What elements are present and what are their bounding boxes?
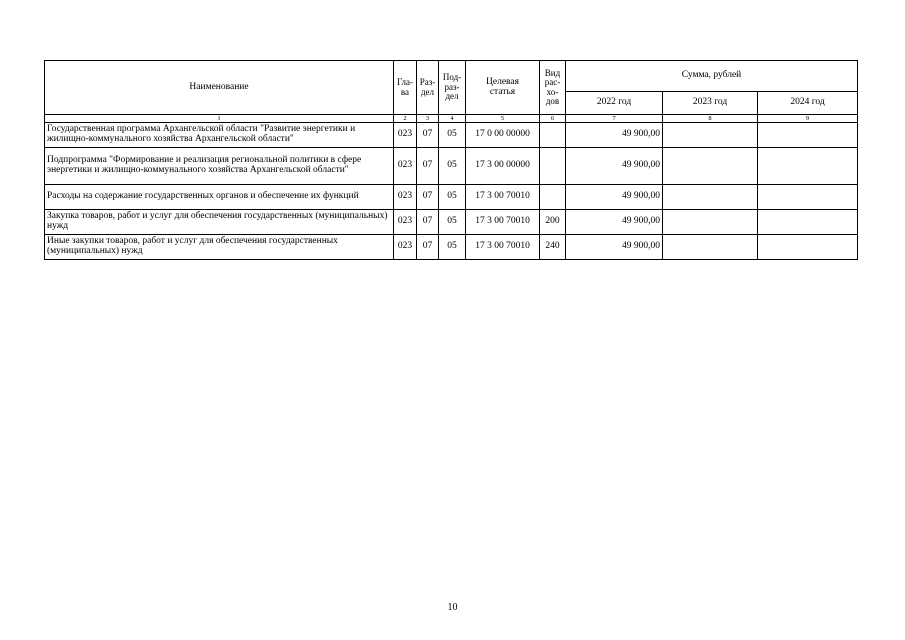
table-row: [45, 210, 858, 235]
row-sum-2022: 49 900,00: [566, 123, 663, 148]
column-number: 3: [417, 115, 439, 123]
column-number: 2: [394, 115, 417, 123]
row-sum-2022: 49 900,00: [566, 235, 663, 260]
header-year-2022: 2022 год: [566, 92, 663, 115]
row-sum-2024: [758, 185, 858, 210]
row-podrazdel: 05: [439, 210, 466, 235]
header-tselevaya: Целевая статья: [466, 61, 540, 115]
row-razdel: 07: [417, 185, 439, 210]
row-razdel: 07: [417, 148, 439, 185]
header-name: Наименование: [45, 61, 394, 115]
row-name: Государственная программа Архангельской области "Развитие энергетики и жилищно-коммунального хозяйства Архангельской области": [45, 123, 394, 148]
row-name: Закупка товаров, работ и услуг для обеспечения государственных (муниципальных) нужд: [45, 210, 394, 235]
row-vid: [540, 148, 566, 185]
row-glava: 023: [394, 235, 417, 260]
row-sum-2023: [663, 185, 758, 210]
row-sum-2023: [663, 210, 758, 235]
row-razdel: 07: [417, 123, 439, 148]
column-numbers-row: [45, 115, 858, 123]
row-sum-2024: [758, 210, 858, 235]
header-year-2023: 2023 год: [663, 92, 758, 115]
header-podrazdel: Под- раз- дел: [439, 61, 466, 115]
table-row: [45, 235, 858, 260]
table-row: [45, 185, 858, 210]
row-razdel: 07: [417, 210, 439, 235]
table-row: [45, 148, 858, 185]
header-glava: Гла- ва: [394, 61, 417, 115]
row-tselevaya: 17 3 00 00000: [466, 148, 540, 185]
row-vid: 240: [540, 235, 566, 260]
row-glava: 023: [394, 185, 417, 210]
column-number: 1: [45, 115, 394, 123]
column-number: 4: [439, 115, 466, 123]
table-row: [45, 123, 858, 148]
row-name: Расходы на содержание государственных органов и обеспечение их функций: [45, 185, 394, 210]
row-name: Иные закупки товаров, работ и услуг для обеспечения государственных (муниципальных) нужд: [45, 235, 394, 260]
column-number: 6: [540, 115, 566, 123]
row-podrazdel: 05: [439, 185, 466, 210]
row-sum-2022: 49 900,00: [566, 148, 663, 185]
row-tselevaya: 17 3 00 70010: [466, 210, 540, 235]
header-row-1: [45, 61, 858, 92]
header-vid: Вид рас- хо- дов: [540, 61, 566, 115]
row-sum-2022: 49 900,00: [566, 185, 663, 210]
row-tselevaya: 17 3 00 70010: [466, 235, 540, 260]
row-razdel: 07: [417, 235, 439, 260]
row-sum-2024: [758, 148, 858, 185]
row-vid: 200: [540, 210, 566, 235]
row-tselevaya: 17 3 00 70010: [466, 185, 540, 210]
row-glava: 023: [394, 148, 417, 185]
header-year-2024: 2024 год: [758, 92, 858, 115]
row-podrazdel: 05: [439, 123, 466, 148]
row-sum-2022: 49 900,00: [566, 210, 663, 235]
row-tselevaya: 17 0 00 00000: [466, 123, 540, 148]
row-sum-2024: [758, 123, 858, 148]
header-summa: Сумма, рублей: [566, 61, 858, 92]
row-vid: [540, 123, 566, 148]
row-sum-2023: [663, 148, 758, 185]
row-sum-2023: [663, 123, 758, 148]
row-glava: 023: [394, 210, 417, 235]
row-name: Подпрограмма "Формирование и реализация региональной политики в сфере энергетики и жилищно-коммунального хозяйства Архангельской области": [45, 148, 394, 185]
row-sum-2024: [758, 235, 858, 260]
column-number: 5: [466, 115, 540, 123]
row-sum-2023: [663, 235, 758, 260]
column-number: 7: [566, 115, 663, 123]
row-podrazdel: 05: [439, 235, 466, 260]
column-number: 9: [758, 115, 858, 123]
column-number: 8: [663, 115, 758, 123]
header-razdel: Раз- дел: [417, 61, 439, 115]
row-glava: 023: [394, 123, 417, 148]
budget-table: [44, 60, 858, 260]
row-vid: [540, 185, 566, 210]
page-number: 10: [447, 602, 458, 613]
row-podrazdel: 05: [439, 148, 466, 185]
